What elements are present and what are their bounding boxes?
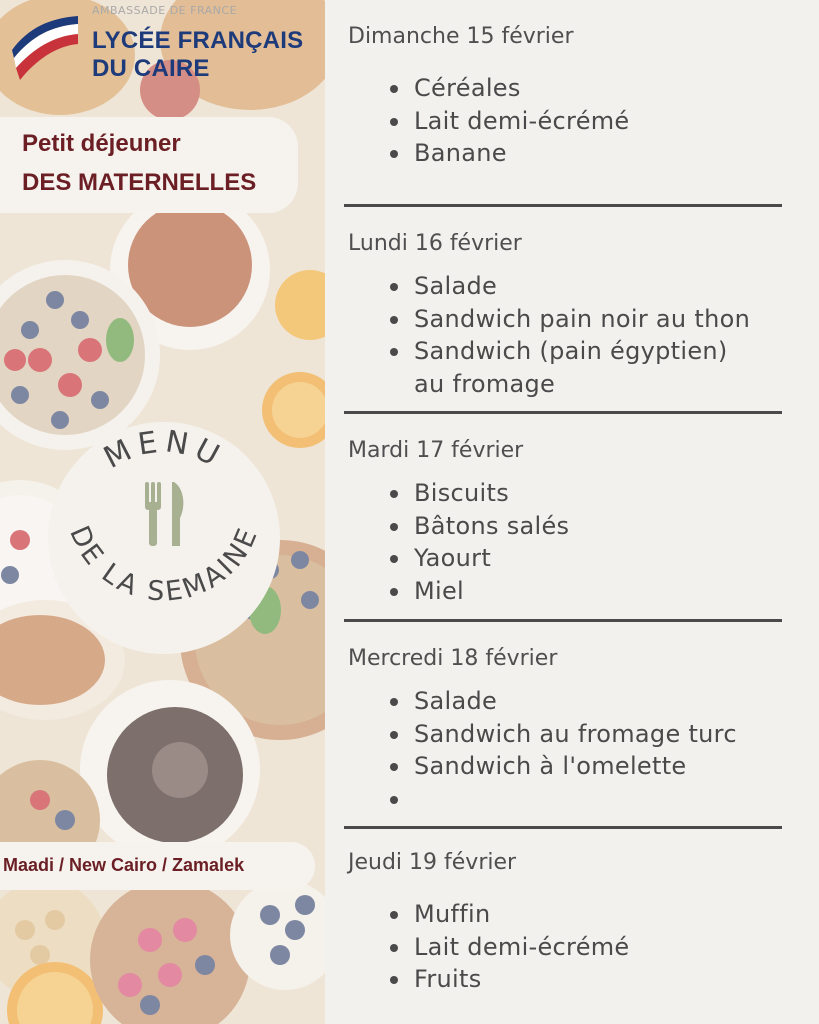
list-item: Biscuits [388,477,569,510]
list-item: Sandwich (pain égyptien) [388,335,750,368]
divider [344,204,782,207]
menu-list [388,477,569,607]
list-item: Salade [388,685,737,718]
menu-list [388,685,737,815]
list-item-continuation: au fromage [414,369,556,398]
list-item: Salade [388,270,750,303]
divider [344,826,782,829]
list-item: Bâtons salés [388,510,569,543]
list-item: Sandwich pain noir au thon [388,303,750,336]
stamp-bottom-text: DE LA SEMAINE [63,521,265,608]
menu-list [388,270,750,400]
list-item: Lait demi-écrémé [388,931,630,964]
list-item: Céréales [388,72,630,105]
fork-knife-icon [145,482,183,546]
locations-text: Maadi / New Cairo / Zamalek [3,855,245,875]
menu-stamp [48,422,280,654]
locations-badge [0,842,315,890]
day-title: Dimanche 15 février [348,24,574,49]
list-item: Sandwich à l'omelette [388,750,737,783]
list-item: Lait demi-écrémé [388,105,630,138]
day-title: Mercredi 18 février [348,646,558,671]
menu-list [388,72,630,170]
divider [344,619,782,622]
badge-title-line1: Petit déjeuner [22,130,181,157]
stamp-top-text: MENU [98,424,231,477]
divider [344,411,782,414]
day-title: Mardi 17 février [348,438,524,463]
list-item: Muffin [388,898,630,931]
list-item: Miel [388,575,569,608]
day-title: Jeudi 19 février [348,850,517,875]
list-item: Banane [388,137,630,170]
list-item [388,783,737,816]
school-logo-text [92,27,303,83]
french-flag-swoosh-icon [8,10,80,82]
list-item: Sandwich au fromage turc [388,718,737,751]
list-item: Yaourt [388,542,569,575]
breakfast-title-badge [0,117,298,213]
badge-title-line2: DES MATERNELLES [22,169,257,196]
list-item: Fruits [388,963,630,996]
school-name-line1: LYCÉE FRANÇAIS [92,27,304,54]
day-title: Lundi 16 février [348,231,522,256]
embassy-label: AMBASSADE DE FRANCE [92,4,238,17]
menu-list [388,898,630,996]
school-name-line2: DU CAIRE [92,55,210,82]
breakfast-photo-panel [0,0,325,1024]
